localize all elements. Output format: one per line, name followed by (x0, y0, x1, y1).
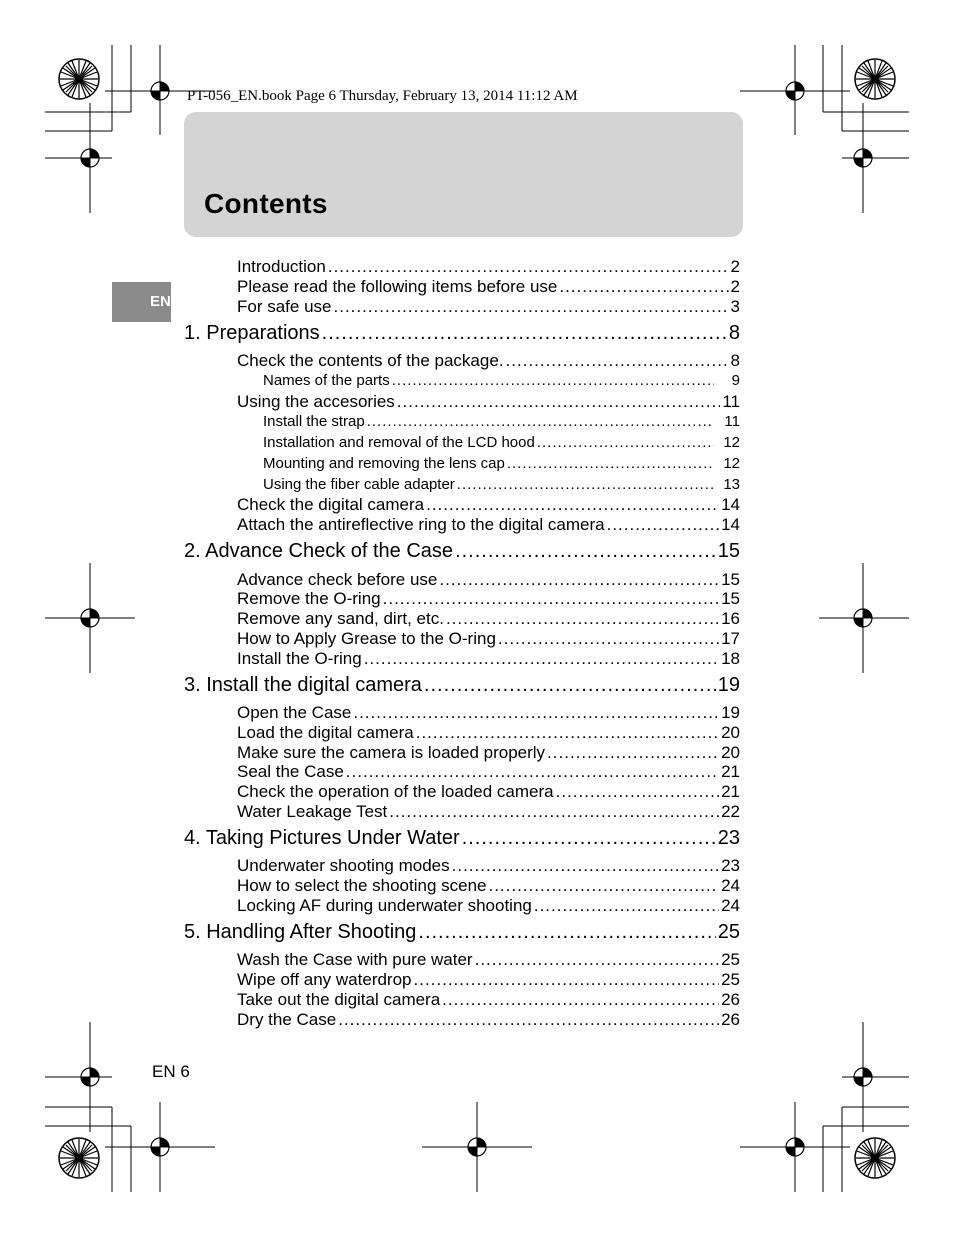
toc-subentry[interactable] (263, 372, 740, 389)
toc-entry-page: 14 (721, 495, 740, 514)
toc-entry-title: Take out the digital camera (237, 990, 441, 1009)
toc-entry-page: 2 (730, 277, 740, 296)
toc-entry-page: 21 (721, 762, 740, 781)
toc-entry-title: Using the fiber cable adapter (263, 476, 455, 493)
toc-entry-title: Install the strap (263, 413, 365, 430)
toc-chapter-page: 19 (717, 674, 740, 696)
toc-entry-page: 17 (721, 629, 740, 648)
toc-entry[interactable] (237, 802, 740, 822)
toc-entry-page: 20 (721, 743, 740, 762)
toc-entry-title: Attach the antireflective ring to the digital camera (237, 515, 605, 534)
toc-entry-page: 11 (724, 413, 740, 430)
toc-entry-title: Remove any sand, dirt, etc. (237, 609, 444, 628)
toc-entry-page: 25 (721, 970, 740, 989)
toc-entry-page: 12 (723, 455, 740, 472)
toc-subentry[interactable] (263, 413, 740, 430)
page-title: Contents (204, 188, 328, 219)
toc-entry[interactable] (237, 649, 740, 669)
toc-entry-page: 14 (721, 515, 740, 534)
toc-entry-page: 8 (730, 351, 740, 370)
toc-chapter-page: 15 (717, 540, 740, 562)
toc-chapter[interactable] (184, 322, 740, 345)
toc-entry[interactable] (237, 609, 740, 629)
toc-entry[interactable] (237, 351, 740, 371)
toc-entry-page: 25 (721, 950, 740, 969)
toc-entry-title: Mounting and removing the lens cap (263, 455, 505, 472)
toc-entry[interactable] (237, 762, 740, 782)
toc-entry[interactable] (237, 515, 740, 535)
toc-entry-page: 22 (721, 802, 740, 821)
toc-entry[interactable] (237, 782, 740, 802)
toc-entry-title: Install the O-ring (237, 649, 362, 668)
toc-entry-page: 11 (722, 392, 740, 411)
toc-entry-title: Please read the following items before use (237, 277, 558, 296)
toc-entry-page: 9 (731, 372, 740, 389)
toc-entry-title: Open the Case (237, 703, 352, 722)
toc-subentry[interactable] (263, 434, 740, 451)
toc-entry-title: For safe use (237, 297, 332, 316)
toc-entry[interactable] (237, 990, 740, 1010)
toc-entry[interactable] (237, 277, 740, 297)
toc-entry-page: 18 (721, 649, 740, 668)
toc-entry-page: 21 (721, 782, 740, 801)
toc-entry[interactable] (237, 589, 740, 609)
toc-entry-title: Underwater shooting modes (237, 856, 450, 875)
toc-entry-page: 3 (730, 297, 740, 316)
toc-chapter-title: 4. Taking Pictures Under Water (184, 827, 460, 849)
toc-entry-title: Water Leakage Test (237, 802, 388, 821)
toc-entry-title: Locking AF during underwater shooting (237, 896, 532, 915)
toc-entry[interactable] (237, 297, 740, 317)
toc-entry-page: 23 (721, 856, 740, 875)
toc-chapter-title: 5. Handling After Shooting (184, 921, 417, 943)
language-tab-label: EN (150, 293, 171, 310)
toc-entry-title: How to Apply Grease to the O-ring (237, 629, 496, 648)
toc-entry-title: Seal the Case (237, 762, 344, 781)
toc-entry-title: Wash the Case with pure water (237, 950, 473, 969)
toc-chapter-title: 1. Preparations (184, 322, 320, 344)
toc-entry-title: Load the digital camera (237, 723, 414, 742)
toc-entry[interactable] (237, 495, 740, 515)
toc-entry[interactable] (237, 896, 740, 916)
toc-chapter-title: 3. Install the digital camera (184, 674, 422, 696)
toc-entry-title: Installation and removal of the LCD hood (263, 434, 535, 451)
toc-entry-title: Names of the parts (263, 372, 390, 389)
toc-entry-title: Make sure the camera is loaded properly (237, 743, 546, 762)
toc-entry-title: Dry the Case (237, 1010, 337, 1029)
toc-entry[interactable] (237, 570, 740, 590)
toc-entry-title: Advance check before use (237, 570, 438, 589)
toc-entry[interactable] (237, 950, 740, 970)
toc-chapter-page: 25 (717, 921, 740, 943)
toc-entry[interactable] (237, 723, 740, 743)
toc-entry[interactable] (237, 392, 740, 412)
toc-entry[interactable] (237, 876, 740, 896)
toc-entry-title: Using the accesories (237, 392, 395, 411)
toc-entry[interactable] (237, 743, 740, 763)
toc-entry-page: 20 (721, 723, 740, 742)
toc-entry-title: Check the contents of the package. (237, 351, 504, 370)
toc-chapter-title: 2. Advance Check of the Case (184, 540, 454, 562)
toc-entry-page: 26 (721, 990, 740, 1009)
toc-entry[interactable] (237, 629, 740, 649)
toc-entry-page: 16 (721, 609, 740, 628)
toc-entry-page: 24 (721, 896, 740, 915)
toc-entry-page: 24 (721, 876, 740, 895)
toc-entry-page: 15 (721, 570, 740, 589)
toc-subentry[interactable] (263, 476, 740, 493)
toc-entry-title: Wipe off any waterdrop (237, 970, 412, 989)
toc-entry[interactable] (237, 856, 740, 876)
toc-entry-title: Remove the O-ring (237, 589, 381, 608)
toc-entry-page: 12 (723, 434, 740, 451)
toc-chapter[interactable] (184, 674, 740, 697)
toc-entry-page: 19 (721, 703, 740, 722)
toc-chapter[interactable] (184, 921, 740, 944)
toc-entry-title: Check the operation of the loaded camera (237, 782, 554, 801)
toc-entry-title: How to select the shooting scene (237, 876, 487, 895)
toc-entry[interactable] (237, 1010, 740, 1030)
file-info-header: PT-056_EN.book Page 6 Thursday, February 13, 2014 11:12 AM (187, 88, 578, 104)
toc-chapter[interactable] (184, 540, 740, 563)
toc-entry[interactable] (237, 257, 740, 277)
toc-entry-page: 2 (730, 257, 740, 276)
toc-entry-page: 13 (723, 476, 740, 493)
toc-entry[interactable] (237, 703, 740, 723)
toc-chapter-page: 23 (717, 827, 740, 849)
page-number: EN 6 (152, 1062, 190, 1081)
toc-entry-title: Introduction (237, 257, 326, 276)
toc-entry-page: 26 (721, 1010, 740, 1029)
toc-entry-page: 15 (721, 589, 740, 608)
toc-entry-title: Check the digital camera (237, 495, 425, 514)
toc-chapter[interactable] (184, 827, 740, 850)
toc-chapter-page: 8 (728, 322, 740, 344)
toc-entry[interactable] (237, 970, 740, 990)
toc-subentry[interactable] (263, 455, 740, 472)
